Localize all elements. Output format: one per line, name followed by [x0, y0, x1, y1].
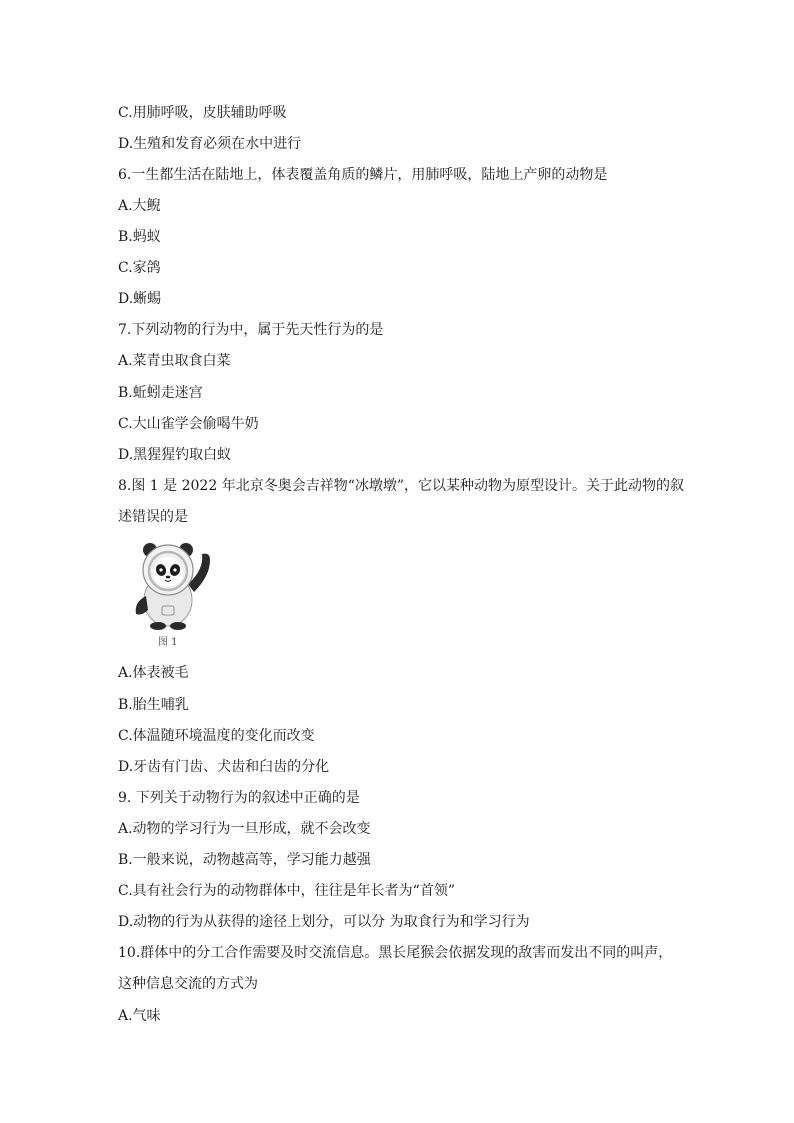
option-7d: D.黑猩猩钓取白蚁: [118, 447, 232, 463]
option-7b: B.蚯蚓走迷宫: [118, 385, 203, 401]
question-8-line2: 述错误的是: [118, 509, 188, 525]
option-8d: D.牙齿有门齿、犬齿和臼齿的分化: [118, 759, 330, 775]
figure-caption: 图 1: [158, 637, 178, 648]
option-5d: D.生殖和发育必须在水中进行: [118, 136, 302, 152]
option-8a: A.体表被毛: [118, 665, 189, 681]
option-8b: B.胎生哺乳: [118, 697, 189, 713]
option-6c: C.家鸽: [118, 260, 161, 276]
option-6b: B.蚂蚁: [118, 229, 161, 245]
question-10-line2: 这种信息交流的方式为: [118, 976, 258, 992]
mascot-figure: [124, 540, 220, 630]
question-10-line1: 10.群体中的分工合作需要及时交流信息。黑长尾猴会依据发现的敌害而发出不同的叫声，: [118, 945, 673, 961]
question-6: 6.一生都生活在陆地上，体表覆盖角质的鳞片，用肺呼吸，陆地上产卵的动物是: [118, 167, 608, 183]
question-9: 9. 下列关于动物行为的叙述中正确的是: [118, 790, 360, 806]
option-8c: C.体温随环境温度的变化而改变: [118, 728, 315, 744]
option-10a: A.气味: [118, 1008, 161, 1024]
bing-dwen-dwen-icon: [124, 540, 220, 630]
option-5c: C.用肺呼吸，皮肤辅助呼吸: [118, 105, 287, 121]
option-6d: D.蜥蜴: [118, 291, 162, 307]
option-9b: B.一般来说，动物越高等，学习能力越强: [118, 852, 371, 868]
question-7: 7.下列动物的行为中，属于先天性行为的是: [118, 322, 384, 338]
option-7c: C.大山雀学会偷喝牛奶: [118, 416, 259, 432]
option-6a: A.大鲵: [118, 198, 161, 214]
option-9a: A.动物的学习行为一旦形成，就不会改变: [118, 821, 371, 837]
option-9d: D.动物的行为从获得的途径上划分，可以分 为取食行为和学习行为: [118, 914, 530, 930]
option-9c: C.具有社会行为的动物群体中，往往是年长者为“首领”: [118, 883, 455, 899]
question-8-line1: 8.图 1 是 2022 年北京冬奥会吉祥物“冰墩墩”，它以某种动物为原型设计。关于此动物的叙: [118, 478, 685, 494]
option-7a: A.菜青虫取食白菜: [118, 353, 231, 369]
